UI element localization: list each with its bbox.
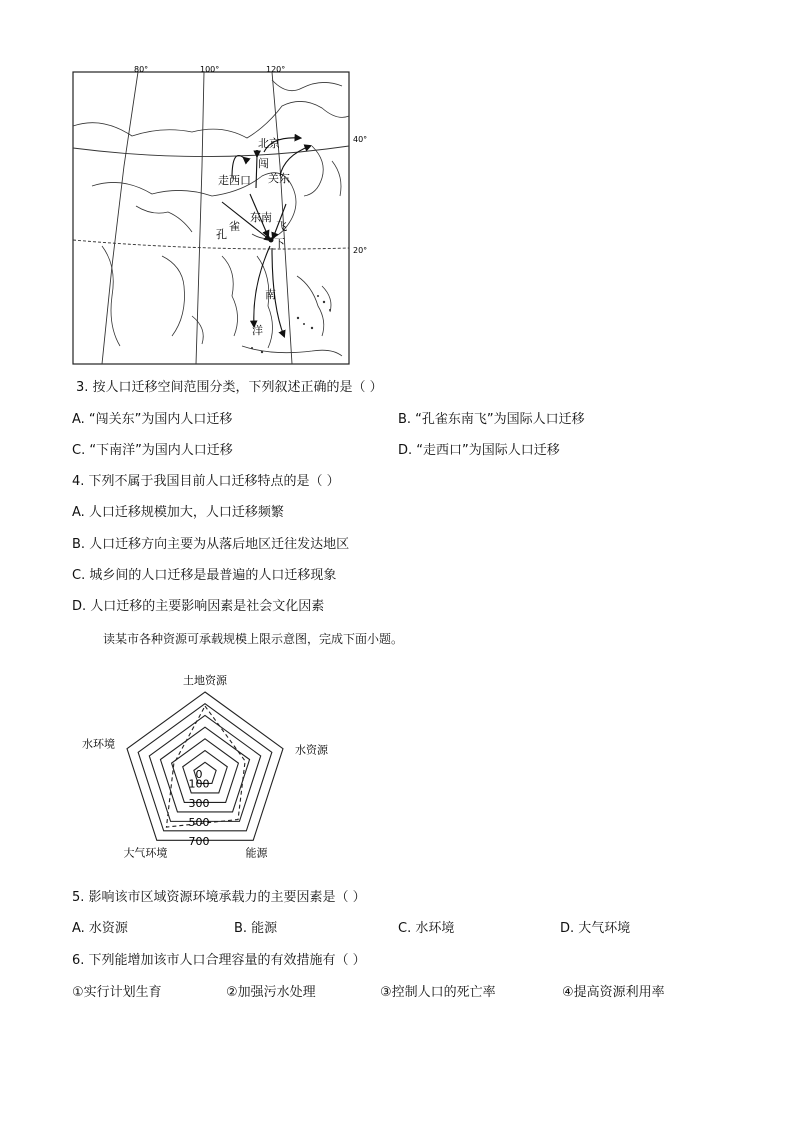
label-beijing: 北京 [258, 137, 280, 150]
label-zouxikou: 走西口 [218, 174, 251, 187]
label-dongnan: 东南 [250, 211, 272, 224]
question-5-option-d[interactable]: D. 大气环境 [560, 921, 631, 936]
question-6-option-1[interactable]: ①实行计划生育 [72, 985, 162, 1000]
lat-label-20: 20° [353, 246, 368, 255]
question-5-option-b[interactable]: B. 能源 [234, 921, 278, 936]
radar-ring-label-0: 0 [195, 768, 203, 781]
radar-axis-label-4: 水环境 [82, 737, 115, 751]
label-yang: 洋 [252, 324, 263, 337]
question-6-option-3[interactable]: ③控制人口的死亡率 [380, 985, 496, 1000]
label-que: 雀 [229, 220, 240, 233]
question-4-option-c[interactable]: C. 城乡间的人口迁移是最普遍的人口迁移现象 [72, 568, 337, 583]
radar-axis-label-1: 水资源 [295, 743, 328, 757]
resource-capacity-radar-chart [70, 662, 360, 872]
question-6-option-2[interactable]: ②加强污水处理 [226, 985, 316, 1000]
question-3-option-c[interactable]: C. “下南洋”为国内人口迁移 [72, 443, 233, 458]
section-intro: 读某市各种资源可承载规模上限示意图，完成下面小题。 [103, 632, 404, 646]
radar-ring-label-500: 500 [188, 816, 210, 830]
radar-axis-label-3: 大气环境 [123, 846, 168, 860]
lon-label-100: 100° [200, 65, 220, 74]
radar-ring-label-300: 300 [188, 796, 210, 810]
question-4-option-a[interactable]: A. 人口迁移规模加大，人口迁移频繁 [72, 505, 284, 520]
label-guandong: 关东 [268, 172, 290, 185]
question-3-option-b[interactable]: B. “孔雀东南飞”为国际人口迁移 [398, 412, 585, 427]
label-kong: 孔 [216, 228, 227, 241]
question-3-option-d[interactable]: D. “走西口”为国际人口迁移 [398, 443, 560, 458]
question-5-option-a[interactable]: A. 水资源 [72, 921, 128, 936]
lon-label-80: 80° [134, 65, 149, 74]
question-6-option-4[interactable]: ④提高资源利用率 [562, 985, 665, 1000]
label-fei: 飞 [276, 220, 287, 233]
lat-label-40: 40° [353, 135, 368, 144]
question-4-option-d[interactable]: D. 人口迁移的主要影响因素是社会文化因素 [72, 599, 325, 614]
map-frame [73, 72, 349, 364]
radar-axis-label-2: 能源 [245, 846, 268, 860]
question-3-stem: 3. 按人口迁移空间范围分类，下列叙述正确的是（ ） [76, 380, 383, 395]
migration-map [72, 65, 368, 366]
beijing-marker [255, 150, 259, 154]
label-xia: 下 [274, 237, 285, 250]
label-nan: 南 [265, 288, 276, 301]
radar-ring-label-100: 100 [188, 777, 210, 791]
question-6-stem: 6. 下列能增加该市人口合理容量的有效措施有（ ） [72, 953, 366, 968]
question-5-option-c[interactable]: C. 水环境 [398, 921, 455, 936]
question-4-stem: 4. 下列不属于我国目前人口迁移特点的是（ ） [72, 474, 340, 489]
question-5-stem: 5. 影响该市区域资源环境承载力的主要因素是（ ） [72, 890, 366, 905]
radar-ring-label-700: 700 [188, 835, 210, 849]
destination-marker [269, 238, 274, 243]
radar-axis-label-0: 土地资源 [183, 674, 227, 687]
question-4-option-b[interactable]: B. 人口迁移方向主要为从落后地区迁往发达地区 [72, 537, 350, 552]
question-3-option-a[interactable]: A. “闯关东”为国内人口迁移 [72, 412, 233, 427]
lon-label-120: 120° [266, 65, 286, 74]
label-chuang: 闯 [258, 157, 269, 170]
